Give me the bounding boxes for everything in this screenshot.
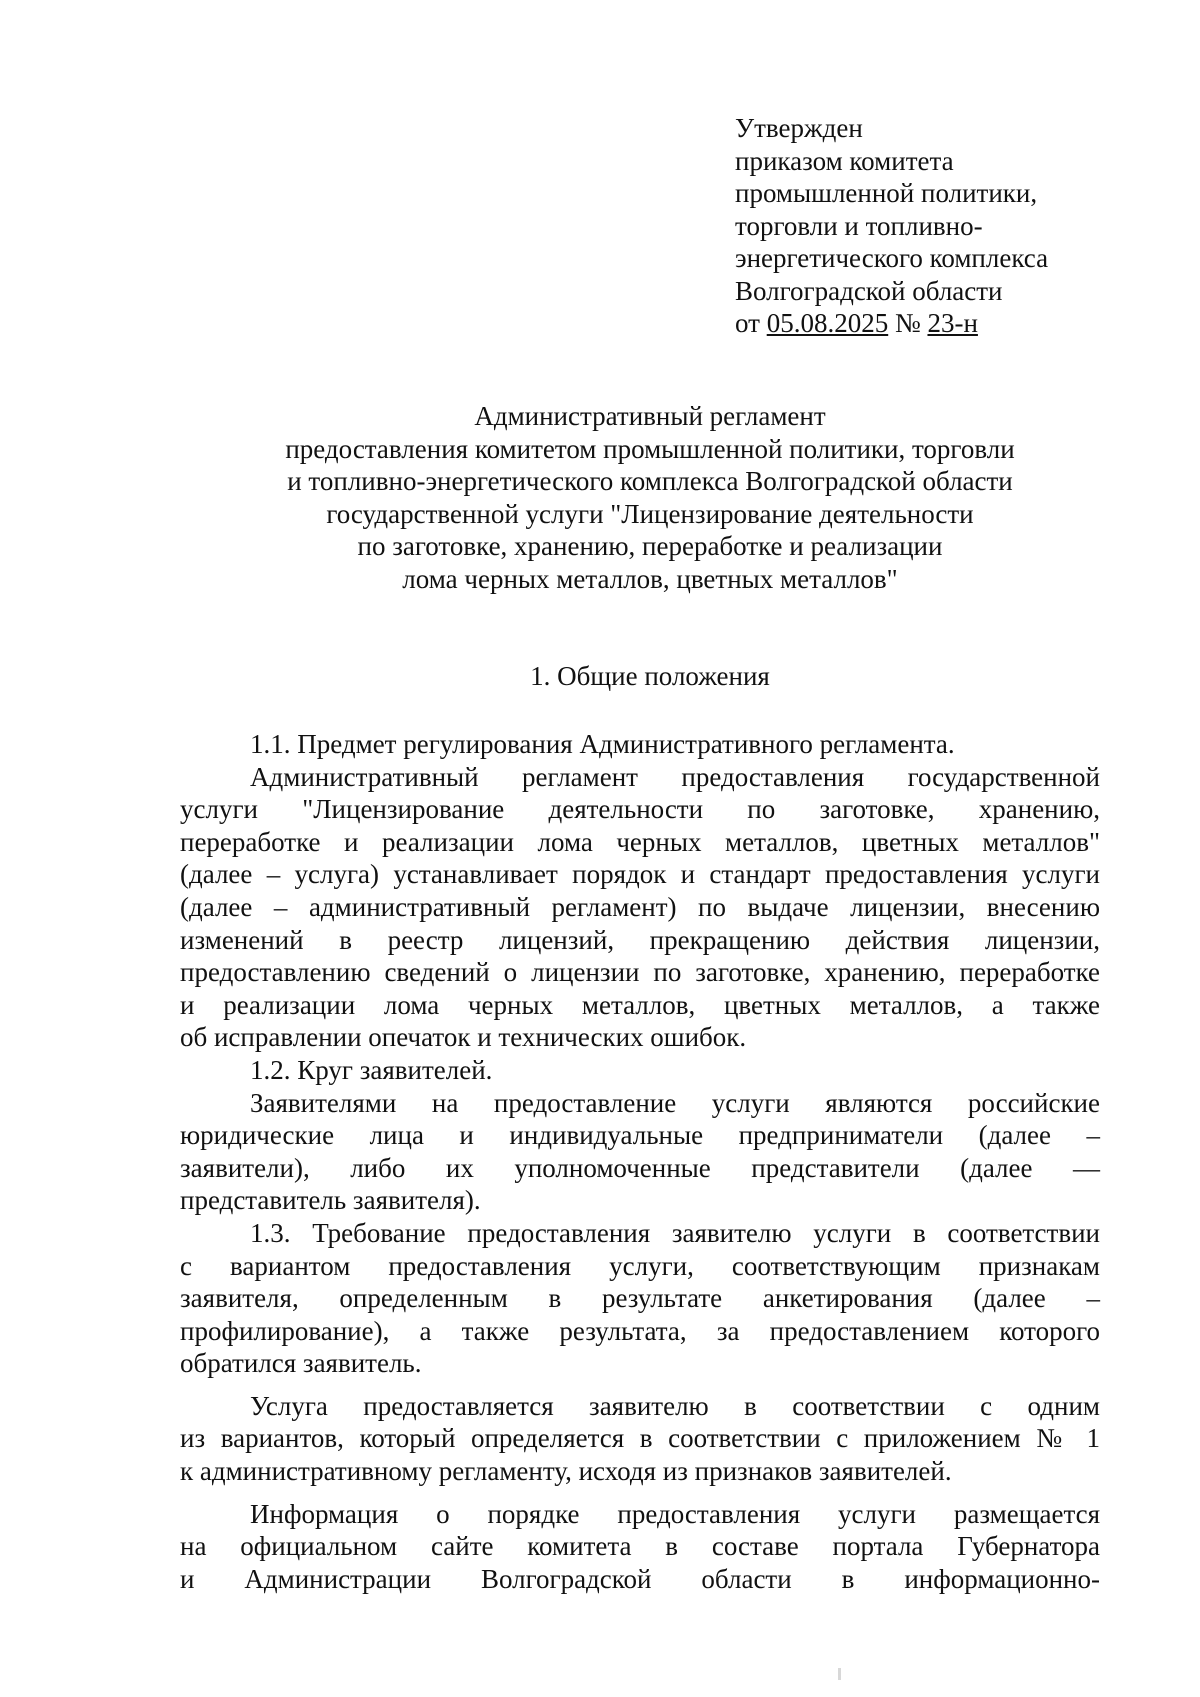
approval-line: торговли и топливно-: [735, 210, 983, 241]
paragraph-line: (далее – услуга) устанавливает порядок и стандарт предоставления услуги: [180, 859, 1100, 890]
date-prefix: от: [735, 308, 760, 338]
title-line: лома черных металлов, цветных металлов": [402, 563, 898, 594]
approval-line: Волгоградской области: [735, 275, 1003, 306]
paragraph-line: об исправлении опечаток и технических ошибок.: [180, 1022, 747, 1053]
approval-stamp-block: [735, 112, 1135, 340]
paragraph-line: Заявителями на предоставление услуги являются российские: [250, 1087, 1100, 1118]
title-line: государственной услуги "Лицензирование деятельности: [326, 498, 974, 529]
title-line: по заготовке, хранению, переработке и реализации: [357, 531, 943, 561]
order-number: 23-н: [927, 308, 978, 338]
approval-line: энергетического комплекса: [735, 243, 1049, 273]
paragraph-line: юридические лица и индивидуальные предприниматели (далее –: [180, 1120, 1100, 1151]
paragraph-line: Административный регламент предоставления государственной: [250, 761, 1100, 792]
approval-line: Утвержден: [735, 113, 863, 143]
title-line: Административный регламент: [474, 401, 826, 431]
paragraph-heading-1-3: 1.3. Требование предоставления заявителю услуги в соответствии: [250, 1217, 1100, 1248]
paragraph-line: с вариантом предоставления услуги, соответствующим признакам: [180, 1250, 1100, 1281]
approval-line: промышленной политики,: [735, 178, 1038, 208]
paragraph-line: предоставлению сведений о лицензии по заготовке, хранению, переработке: [180, 957, 1100, 988]
paragraph-line: на официальном сайте комитета в составе портала Губернатора: [180, 1531, 1100, 1562]
title-line: предоставления комитетом промышленной политики, торговли: [285, 433, 1015, 464]
paragraph-line: услуги "Лицензирование деятельности по заготовке, хранению,: [180, 794, 1100, 825]
scan-artifact: [838, 1668, 841, 1680]
paragraph-line: к административному регламенту, исходя из признаков заявителей.: [180, 1456, 952, 1487]
title-line: и топливно-энергетического комплекса Волгоградской области: [287, 466, 1013, 496]
paragraph-line: из вариантов, который определяется в соответствии с приложением № 1: [180, 1423, 1100, 1454]
paragraph-line: обратился заявитель.: [180, 1348, 422, 1379]
approval-line: приказом комитета: [735, 145, 954, 176]
paragraph-line: и реализации лома черных металлов, цветных металлов, а также: [180, 989, 1100, 1020]
paragraph-line: представитель заявителя).: [180, 1185, 481, 1216]
document-body: [180, 728, 1100, 1595]
document-title: [180, 400, 1120, 595]
paragraph-heading-1-1: 1.1. Предмет регулирования Административного регламента.: [250, 729, 955, 759]
section-heading: 1. Общие положения: [530, 661, 770, 691]
paragraph-heading-1-2: 1.2. Круг заявителей.: [250, 1054, 493, 1085]
paragraph-line: Услуга предоставляется заявителю в соответствии с одним: [250, 1390, 1100, 1421]
paragraph-line: профилирование), а также результата, за предоставлением которого: [180, 1315, 1100, 1346]
paragraph-line: и Администрации Волгоградской области в информационно-: [180, 1563, 1100, 1594]
approval-date-line: [735, 307, 1135, 340]
paragraph-line: заявителя, определенным в результате анкетирования (далее –: [180, 1283, 1100, 1314]
order-date: 05.08.2025: [766, 308, 889, 338]
number-prefix: №: [894, 308, 921, 338]
paragraph-line: (далее – административный регламент) по выдаче лицензии, внесению: [180, 891, 1100, 922]
paragraph-line: переработке и реализации лома черных металлов, цветных металлов": [180, 826, 1100, 857]
paragraph-line: заявители), либо их уполномоченные представители (далее —: [180, 1152, 1100, 1183]
paragraph-line: изменений в реестр лицензий, прекращению действия лицензии,: [180, 924, 1100, 955]
paragraph-line: Информация о порядке предоставления услуги размещается: [250, 1498, 1100, 1529]
